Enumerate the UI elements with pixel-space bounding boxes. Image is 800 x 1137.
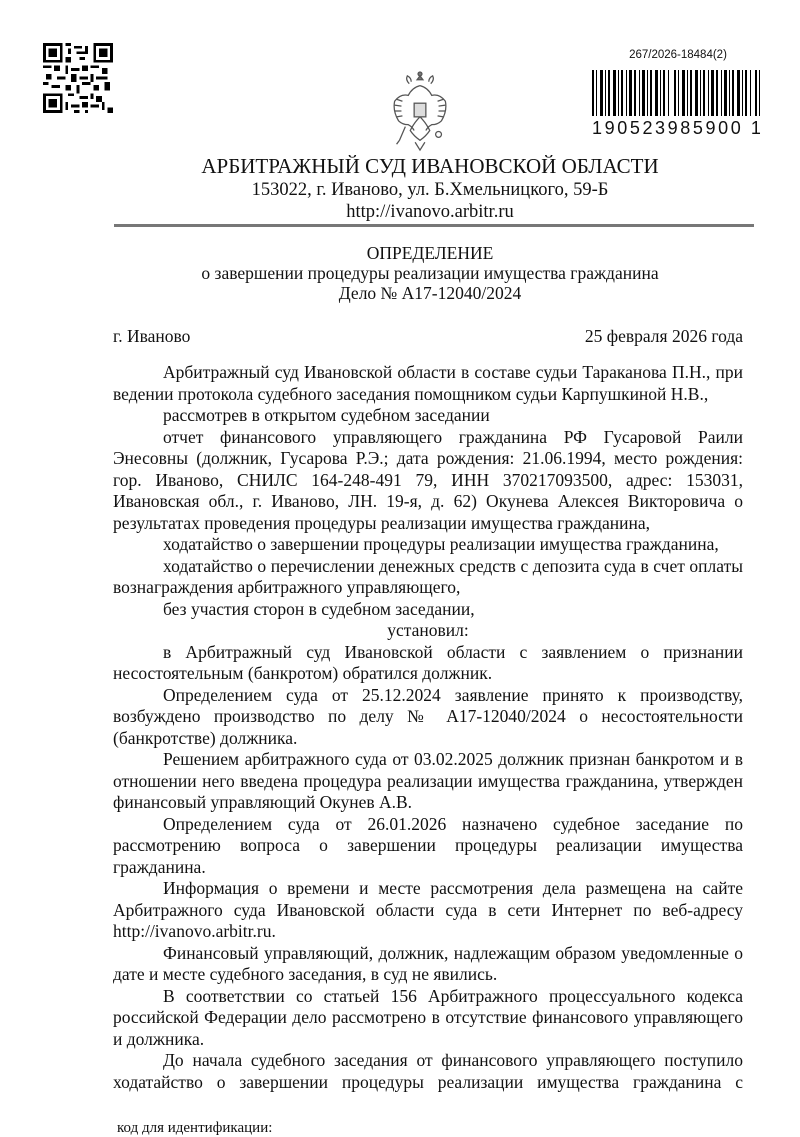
document-body (113, 362, 743, 1093)
paragraph: Арбитражный суд Ивановской области в составе судьи Тараканова П.Н., при ведении протокола судебного заседания помощником судьи Карпушкиной Н.В., (113, 362, 743, 404)
header-divider (114, 224, 754, 227)
paragraph: ходатайство о перечислении денежных средств с депозита суда в счет оплаты вознаграждения арбитражного управляющего, (113, 555, 743, 597)
court-name: АРБИТРАЖНЫЙ СУД ИВАНОВСКОЙ ОБЛАСТИ (201, 154, 659, 178)
paragraph: Решением арбитражного суда от 03.02.2025 должник признан банкротом и в отношении него введена процедура реализации имущества гражданина, утвержден финансовый управляющий Окунев А.В. (113, 749, 743, 812)
qr-code-icon (43, 43, 113, 113)
issue-place: г. Иваново (113, 326, 191, 346)
paragraph: в Арбитражный суд Ивановской области с заявлением о признании несостоятельным (банкротом) обратился должник. (113, 641, 743, 683)
document-subject: о завершении процедуры реализации имущества гражданина (201, 263, 659, 283)
paragraph: отчет финансового управляющего гражданина РФ Гусаровой Раили Энесовны (должник, Гусарова Р.Э.; дата рождения: 21.06.1994, место рождения: гор. Иваново, СНИЛС 164-248-491 79, ИНН 370217093500, адрес: 153031, Ивановская обл., г. Иваново, ЛН. 19-я, д. 62) Окунева Алексея Викторовича о результатах проведения процедуры реализации имущества гражданина, (113, 426, 743, 533)
paragraph: Финансовый управляющий, должник, надлежащим образом уведомленные о дате и месте судебного заседания, в суд не явились. (113, 942, 743, 984)
document-content (113, 362, 743, 1137)
court-url-link[interactable]: http://ivanovo.arbitr.ru (346, 202, 514, 222)
court-address: 153022, г. Иваново, ул. Б.Хмельницкого, 59-Б (251, 180, 609, 200)
paragraph: В соответствии со статьей 156 Арбитражного процессуального кодекса российской Федерации дело рассмотрено в отсутствие финансового управляющего и должника. (113, 985, 743, 1049)
issue-date: 25 февраля 2026 года (584, 326, 743, 346)
barcode-icon (592, 70, 762, 116)
identification-label: код для идентификации: (117, 1120, 273, 1136)
paragraph: ходатайство о завершении процедуры реализации имущества гражданина, (163, 534, 719, 554)
paragraph: Определением суда от 26.01.2026 назначено судебное заседание по рассмотрению вопроса о завершении процедуры реализации имущества гражданина. (113, 813, 743, 877)
case-number: Дело № А17-12040/2024 (338, 283, 522, 303)
barcode-digits: 190523985900 1 (592, 118, 764, 138)
document-type: ОПРЕДЕЛЕНИЕ (366, 243, 494, 263)
paragraph: без участия сторон в судебном заседании, (163, 598, 475, 619)
registration-number: 267/2026-18484(2) (629, 49, 727, 61)
state-emblem-icon (385, 70, 455, 152)
section-heading-established: установил: (387, 620, 469, 640)
paragraph: Информация о времени и месте рассмотрения дела размещена на сайте Арбитражного суда Ивановской области суда в сети Интернет по веб-адресу http://ivanovo.arbitr.ru. (113, 878, 743, 941)
paragraph: рассмотрев в открытом судебном заседании (163, 405, 490, 425)
paragraph: До начала судебного заседания от финансового управляющего поступило ходатайство о завершении процедуры реализации имущества гражданина с (113, 1050, 743, 1092)
paragraph: Определением суда от 25.12.2024 заявление принято к производству, возбуждено производство по делу № А17-12040/2024 о несостоятельности (банкротстве) должника. (113, 684, 743, 748)
